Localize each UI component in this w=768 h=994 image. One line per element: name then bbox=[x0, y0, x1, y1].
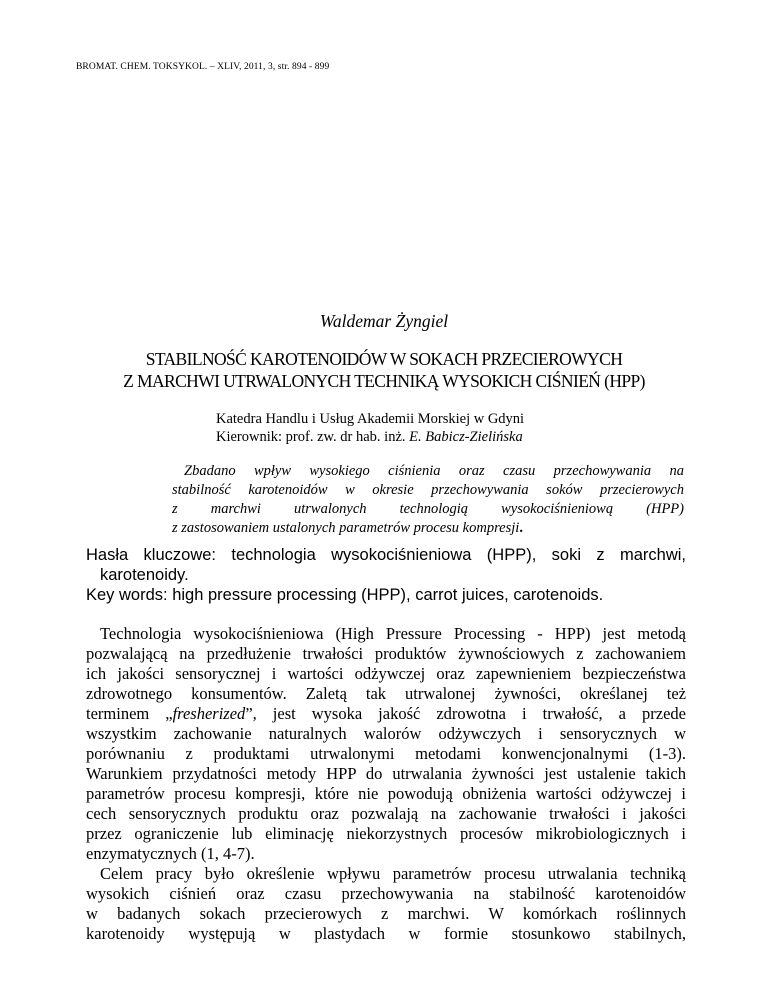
body-line: parametrów procesu kompresji, które nie powodują obniżenia wartości odżywczej i bbox=[86, 784, 686, 803]
abstract-line: Zbadano wpływ wysokiego ciśnienia oraz czasu przechowywania na bbox=[184, 463, 684, 479]
title-line-2: Z MARCHWI UTRWALONYCH TECHNIKĄ WYSOKICH CIŚNIEŃ (HPP) bbox=[123, 371, 645, 391]
journal-citation-header: BROMAT. CHEM. TOKSYKOL. – XLIV, 2011, 3, str. 894 - 899 bbox=[76, 62, 330, 72]
body-line: wysokich ciśnień oraz czasu przechowywania na stabilność karotenoidów bbox=[86, 884, 686, 903]
keywords-pl-line-2: karotenoidy. bbox=[100, 566, 189, 584]
body-line: w badanych sokach przecierowych z marchwi. W komórkach roślinnych bbox=[86, 904, 686, 923]
keywords-en-line: Key words: high pressure processing (HPP), carrot juices, carotenoids. bbox=[86, 586, 604, 604]
body-line: Warunkiem przydatności metody HPP do utrwalania żywności jest ustalenie takich bbox=[86, 764, 686, 783]
body-line: Celem pracy było określenie wpływu parametrów procesu utrwalania techniką bbox=[100, 864, 686, 883]
abstract-line-text: z zastosowaniem ustalonych parametrów procesu kompresji bbox=[172, 520, 520, 536]
body-term-fresherized: fresherized bbox=[172, 704, 246, 723]
body-line: karotenoidy występują w plastydach w formie stosunkowo stabilnych, bbox=[86, 924, 686, 943]
body-term-prefix: terminem „ bbox=[86, 704, 173, 723]
body-line: enzymatycznych (1, 4-7). bbox=[86, 844, 255, 863]
article-title bbox=[0, 348, 768, 392]
body-line: cech sensorycznych produktu oraz pozwalają na zachowanie trwałości i jakości bbox=[86, 804, 686, 823]
abstract-line: stabilność karotenoidów w okresie przechowywania soków przecierowych bbox=[172, 482, 684, 498]
affiliation bbox=[216, 410, 524, 446]
body-line: ich jakości sensorycznej i wartości odżywczej oraz zapewnieniem bezpieczeństwa bbox=[86, 664, 686, 683]
body-line: zdrowotnego konsumentów. Zaletą tak utrwalonej żywności, określanej też bbox=[86, 684, 686, 703]
affiliation-line-2 bbox=[216, 428, 524, 446]
body-term-suffix: ”, jest wysoka jakość zdrowotna i trwałość, a przede bbox=[245, 704, 686, 723]
affiliation-head-name: E. Babicz-Zielińska bbox=[409, 429, 523, 445]
body-line: pozwalającą na przedłużenie trwałości produktów żywnościowych z zachowaniem bbox=[86, 644, 686, 663]
author-name: Waldemar Żyngiel bbox=[319, 311, 449, 331]
body-line: wszystkim zachowanie naturalnych walorów odżywczych i sensorycznych w bbox=[86, 724, 686, 743]
body-line: porównaniu z produktami utrwalonymi metodami konwencjonalnymi (1-3). bbox=[86, 744, 686, 763]
affiliation-line-1: Katedra Handlu i Usług Akademii Morskiej w Gdyni bbox=[216, 411, 525, 427]
title-line-1: STABILNOŚĆ KAROTENOIDÓW W SOKACH PRZECIEROWYCH bbox=[145, 349, 623, 369]
keywords-block bbox=[86, 545, 686, 605]
body-line: Technologia wysokociśnieniowa (High Pressure Processing - HPP) jest metodą bbox=[100, 624, 686, 643]
body-text bbox=[86, 624, 686, 944]
body-line-with-term bbox=[86, 704, 686, 724]
abstract bbox=[172, 462, 684, 538]
abstract-line: z marchwi utrwalonych technologią wysokociśnieniową (HPP) bbox=[172, 501, 684, 517]
abstract-final-mark: . bbox=[519, 520, 523, 536]
abstract-line-last bbox=[172, 519, 684, 538]
affiliation-head-prefix: Kierownik: prof. zw. dr hab. inż. bbox=[216, 429, 410, 445]
body-line: przez ograniczenie lub eliminację niekorzystnych procesów mikrobiologicznych i bbox=[86, 824, 686, 843]
keywords-pl-line-1: Hasła kluczowe: technologia wysokociśnieniowa (HPP), soki z marchwi, bbox=[86, 546, 686, 564]
